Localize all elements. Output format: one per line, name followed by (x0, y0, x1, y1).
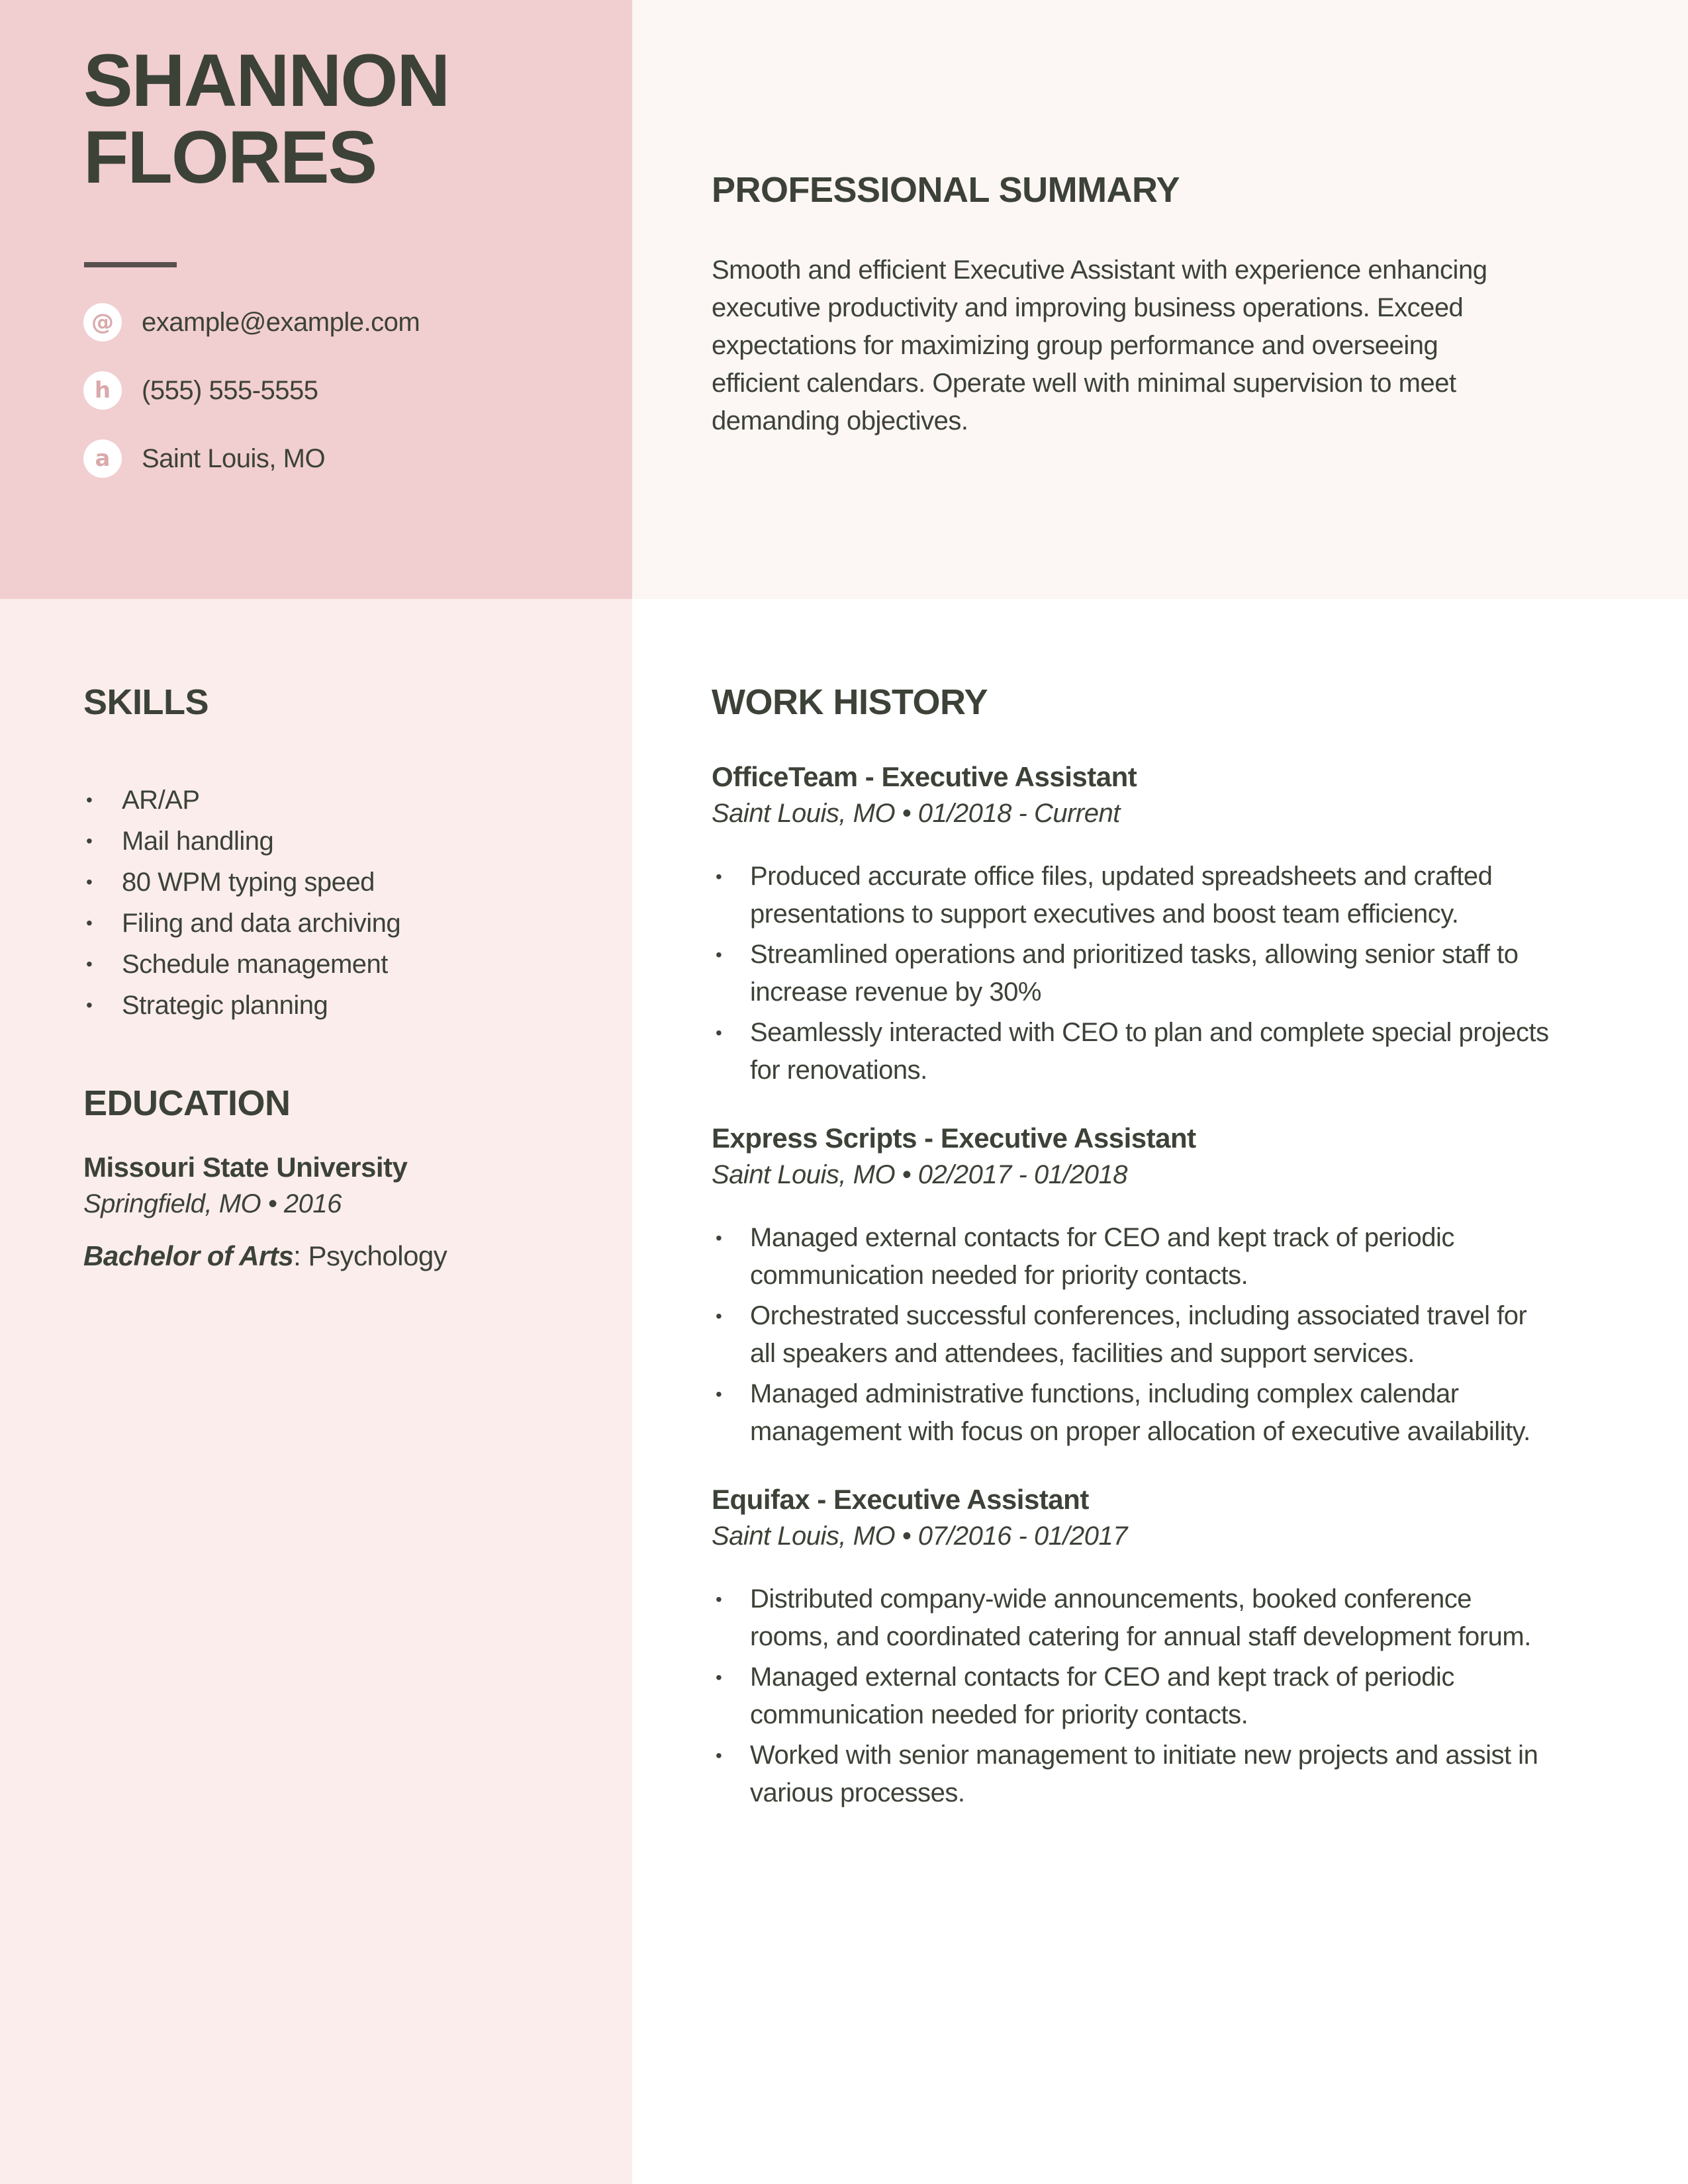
location-icon: a (83, 439, 122, 478)
job-list (712, 760, 1552, 1812)
contact-row (83, 303, 420, 341)
skill-item: • Schedule management (83, 944, 606, 985)
job-bullets (712, 858, 1552, 1089)
work-history-section (712, 682, 1552, 1815)
job-meta: Saint Louis, MO • 01/2018 - Current (712, 799, 1120, 828)
job-meta: Saint Louis, MO • 07/2016 - 01/2017 (712, 1522, 1128, 1551)
education-school: Missouri State University (83, 1152, 408, 1183)
degree-detail: : Psychology (293, 1240, 447, 1271)
job-bullet: • Managed external contacts for CEO and kept track of periodic communication needed for priority contacts. (712, 1219, 1552, 1295)
job-bullet: • Managed administrative functions, including complex calendar management with focus on proper allocation of executive availability. (712, 1375, 1552, 1451)
skill-item: • AR/AP (83, 780, 606, 821)
education-section (83, 1083, 613, 1273)
education-heading: EDUCATION (83, 1083, 291, 1123)
contact-text: example@example.com (142, 307, 420, 337)
email-icon: @ (83, 303, 122, 341)
summary-text: Smooth and efficient Executive Assistant with experience enhancing executive productivity and improving business operations. Exceed expectations for maximizing group performance and overseeing efficient calendars. Operate well with minimal supervision to meet demanding objectives. (712, 255, 1487, 435)
contact-row (83, 439, 420, 478)
degree-name: Bachelor of Arts (83, 1240, 294, 1271)
job-bullets (712, 1580, 1552, 1812)
job-bullet: • Worked with senior management to initiate new projects and assist in various processes. (712, 1737, 1552, 1812)
summary-section (712, 169, 1546, 440)
job-bullet: • Seamlessly interacted with CEO to plan and complete special projects for renovations. (712, 1014, 1552, 1089)
job-bullet: • Orchestrated successful conferences, including associated travel for all speakers and attendees, facilities and support services. (712, 1297, 1552, 1373)
skills-section (83, 682, 606, 1026)
skill-item: • Mail handling (83, 821, 606, 862)
education-degree (83, 1239, 613, 1273)
work-history-heading: WORK HISTORY (712, 682, 988, 722)
education-meta: Springfield, MO • 2016 (83, 1189, 342, 1218)
job-entry (712, 760, 1552, 1089)
job-title: Equifax - Executive Assistant (712, 1484, 1089, 1515)
contact-row (83, 371, 420, 410)
contact-text: (555) 555-5555 (142, 375, 318, 405)
skill-item: • Filing and data archiving (83, 903, 606, 944)
job-title: Express Scripts - Executive Assistant (712, 1122, 1196, 1154)
skills-list (83, 780, 606, 1026)
job-entry (712, 1482, 1552, 1812)
job-bullet: • Streamlined operations and prioritized tasks, allowing senior staff to increase revenue by 30% (712, 936, 1552, 1011)
contact-text: Saint Louis, MO (142, 443, 326, 473)
job-bullet: • Distributed company-wide announcements, booked conference rooms, and coordinated catering for annual staff development forum. (712, 1580, 1552, 1656)
name-divider (84, 262, 177, 267)
person-name-line2: FLORES (83, 116, 377, 199)
job-bullet: • Managed external contacts for CEO and kept track of periodic communication needed for priority contacts. (712, 1659, 1552, 1734)
job-meta: Saint Louis, MO • 02/2017 - 01/2018 (712, 1160, 1128, 1189)
skills-heading: SKILLS (83, 682, 209, 722)
skill-item: • Strategic planning (83, 985, 606, 1026)
job-entry (712, 1121, 1552, 1451)
summary-heading: PROFESSIONAL SUMMARY (712, 170, 1180, 210)
job-bullet: • Produced accurate office files, updated spreadsheets and crafted presentations to support executives and boost team efficiency. (712, 858, 1552, 933)
phone-icon: h (83, 371, 122, 410)
contact-list (83, 303, 420, 508)
job-bullets (712, 1219, 1552, 1451)
skill-item: • 80 WPM typing speed (83, 862, 606, 903)
person-name-line1: SHANNON (83, 39, 449, 122)
person-name (83, 39, 449, 199)
job-title: OfficeTeam - Executive Assistant (712, 761, 1137, 792)
